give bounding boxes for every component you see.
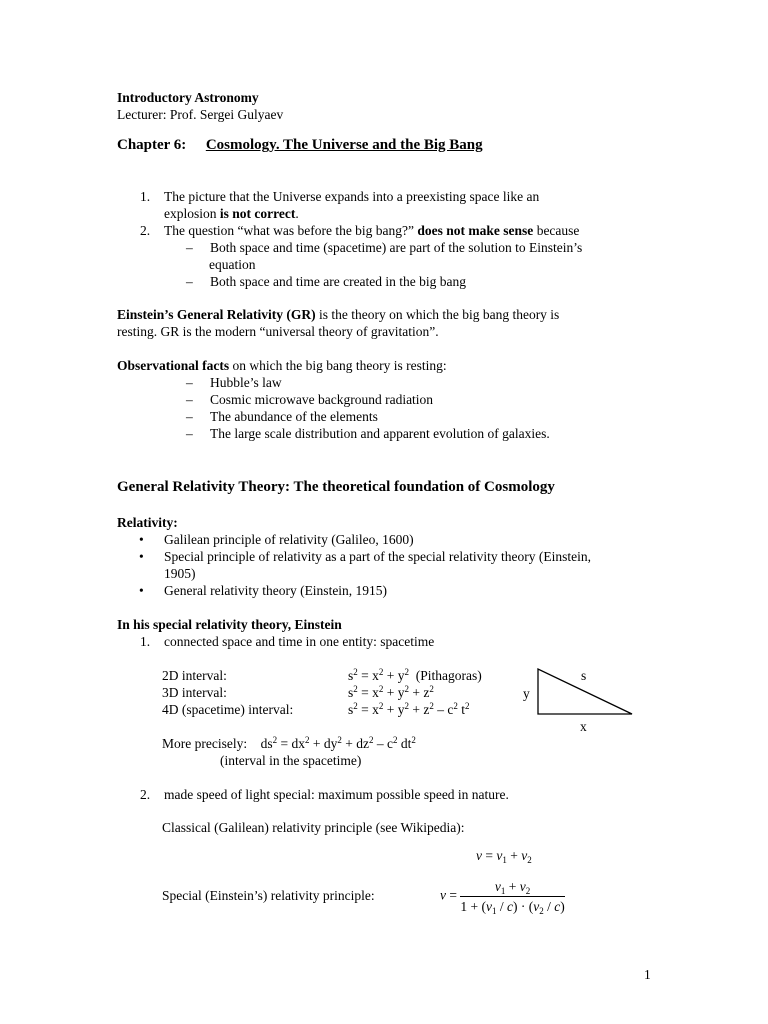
obs-item: – The abundance of the elements xyxy=(186,409,378,424)
lecturer-line: Lecturer: Prof. Sergei Gulyaev xyxy=(117,107,284,122)
chapter-label: Chapter 6: xyxy=(117,137,187,153)
special-principle-label: Special (Einstein’s) relativity principle: xyxy=(162,888,375,903)
obs-item: – Hubble’s law xyxy=(186,375,282,390)
course-title: Introductory Astronomy xyxy=(117,90,259,105)
triangle-label-y: y xyxy=(523,686,530,701)
interval-3d-label: 3D interval: xyxy=(162,685,227,700)
list1-sub1-cont: equation xyxy=(209,257,256,272)
relativity-item: • General relativity theory (Einstein, 1915) xyxy=(139,583,388,598)
chapter-heading xyxy=(117,137,483,154)
interval-2d-label: 2D interval: xyxy=(162,668,227,683)
list1-item1-cont: explosion is not correct. xyxy=(164,206,299,221)
chapter-title: Cosmology. The Universe and the Big Bang xyxy=(205,137,483,153)
list1-item1: 1. The picture that the Universe expands into a preexisting space like an xyxy=(140,189,540,204)
list1-sub1: – Both space and time (spacetime) are part of the solution to Einstein’s xyxy=(186,240,583,255)
galilean-velocity-formula: $v = v_1 + v_2$ xyxy=(476,848,532,865)
relativity-heading: Relativity: xyxy=(117,515,178,530)
relativity-item: • Special principle of relativity as a part of the special relativity theory (Einstein, xyxy=(139,549,591,564)
special-relativity-heading: In his special relativity theory, Einstein xyxy=(117,617,342,632)
einstein-velocity-formula: v = $\frac{v_1 + v_2}{1 + (v_1 / c) \cdot (v_2 / c)}$ xyxy=(440,879,565,916)
interval-note: (interval in the spacetime) xyxy=(220,753,362,768)
interval-4d-formula: $s^2 = x^2 + y^2 + z^2 - c^2$ $t^2$ xyxy=(348,701,470,717)
triangle-label-x: x xyxy=(580,719,587,734)
relativity-item: • Galilean principle of relativity (Galileo, 1600) xyxy=(139,532,414,547)
special-item2: 2. made speed of light special: maximum possible speed in nature. xyxy=(140,787,509,802)
obs-item: – The large scale distribution and apparent evolution of galaxies. xyxy=(186,426,550,441)
velocity-fraction: $\frac{v_1 + v_2}{1 + (v_1 / c) \cdot (v_2 / c)}$ xyxy=(460,879,565,916)
triangle-label-s: s xyxy=(581,668,587,683)
interval-3d-formula: $s^2 = x^2 + y^2 + z^2$ xyxy=(348,684,434,700)
observational-facts-heading: Observational facts on which the big bang theory is resting: xyxy=(117,358,447,373)
obs-item: – Cosmic microwave background radiation xyxy=(186,392,434,407)
list1-sub2: – Both space and time are created in the big bang xyxy=(186,274,467,289)
list1-item2: 2. The question “what was before the big bang?” does not make sense because xyxy=(140,223,580,238)
interval-2d-formula: $s^2 = x^2 + y^2$ (Pithagoras) xyxy=(348,667,482,683)
interval-4d-label: 4D (spacetime) interval: xyxy=(162,702,294,717)
more-precisely-line: More precisely: $ds^2 = dx^2 + dy^2 + dz^2 - c^2$ $dt^2$ xyxy=(162,735,416,751)
gr-paragraph-line2: resting. GR is the modern “universal theory of gravitation”. xyxy=(117,324,439,339)
relativity-item-cont: 1905) xyxy=(164,566,196,581)
gr-paragraph-line1: Einstein’s General Relativity (GR) is the theory on which the big bang theory is xyxy=(117,307,560,322)
section-heading: General Relativity Theory: The theoretical foundation of Cosmology xyxy=(117,479,555,495)
page-number: 1 xyxy=(644,967,651,982)
special-item1: 1. connected space and time in one entity: spacetime xyxy=(140,634,435,649)
classical-principle-label: Classical (Galilean) relativity principle (see Wikipedia): xyxy=(162,820,465,835)
